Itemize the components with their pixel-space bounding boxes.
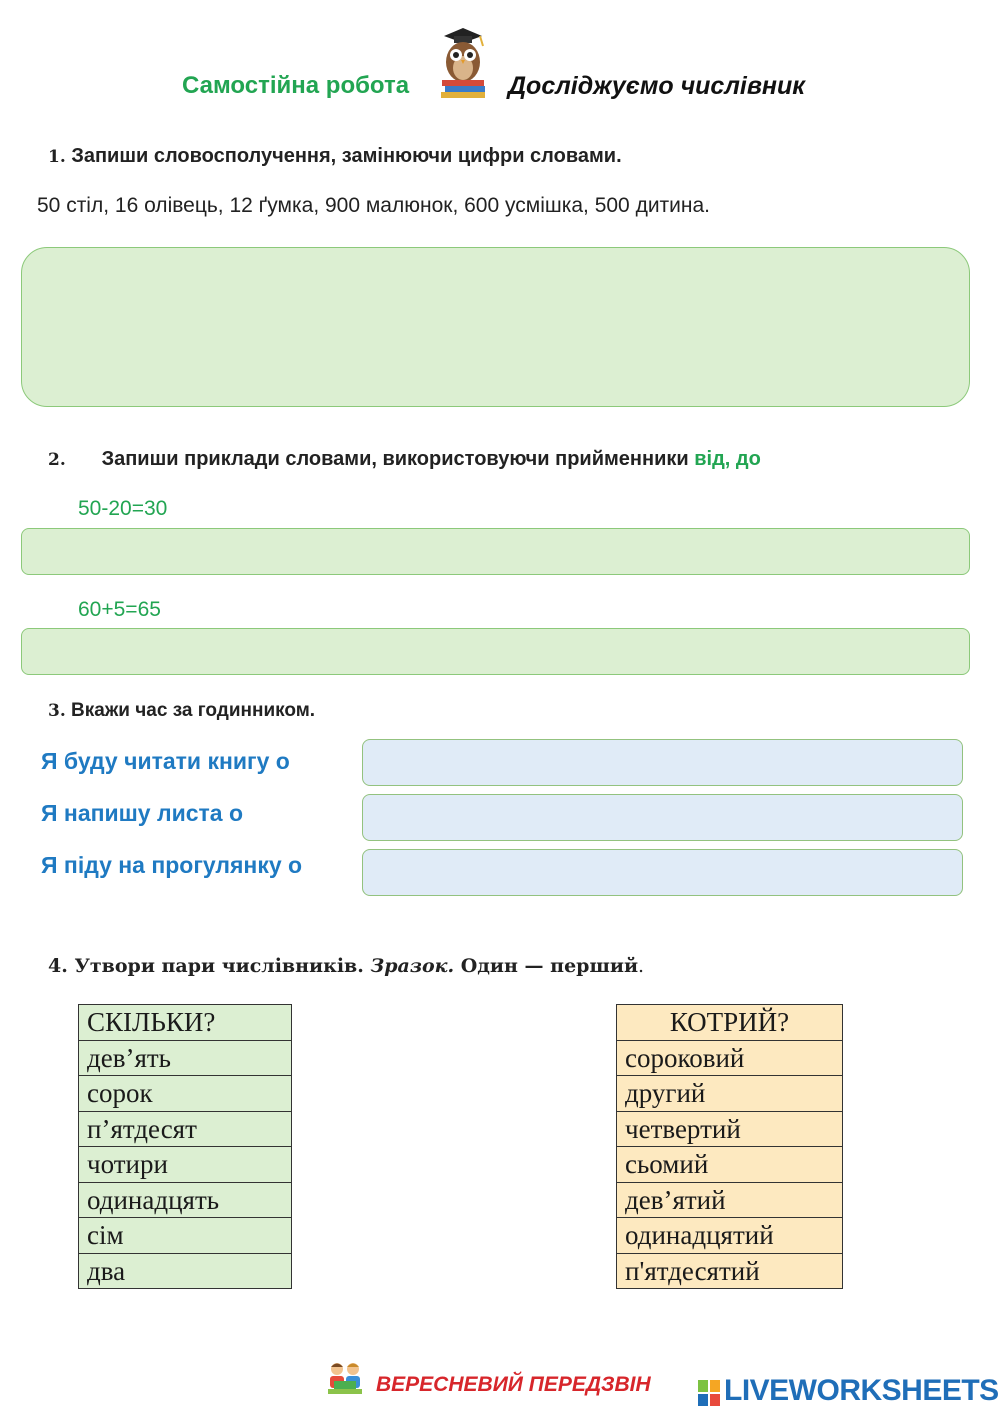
which-item[interactable]: сьомий — [617, 1147, 843, 1183]
task-1-text: Запиши словосполучення, замінюючи цифри словами. — [71, 145, 622, 167]
which-item[interactable]: дев’ятий — [617, 1182, 843, 1218]
task-3-number: 3. — [48, 701, 66, 721]
table-row — [79, 1182, 292, 1218]
how-many-item[interactable]: п’ятдесят — [79, 1111, 292, 1147]
how-many-item[interactable]: два — [79, 1253, 292, 1289]
liveworksheets-logo-icon — [698, 1380, 720, 1406]
table-row — [617, 1218, 843, 1254]
task-2-equation-1: 50-20=30 — [78, 497, 168, 520]
table-row — [79, 1253, 292, 1289]
task-3-label-2: Я напишу листа о — [41, 800, 244, 826]
task-2-text: Запиши приклади словами, використовуючи прийменники — [101, 448, 689, 470]
table-row — [79, 1147, 292, 1183]
task-3-label-3: Я піду на прогулянку о — [41, 852, 303, 878]
table-row — [79, 1005, 292, 1041]
which-header: КОТРИЙ? — [617, 1005, 843, 1041]
title-topic: Досліджуємо числівник — [508, 72, 805, 100]
task-3-answer-box-2[interactable] — [362, 794, 963, 841]
task-2-answer-box-1[interactable] — [21, 528, 970, 575]
series-title: ВЕРЕСНЕВИЙ ПЕРЕДЗВІН — [376, 1373, 651, 1396]
task-3-answer-box-3[interactable] — [362, 849, 963, 896]
how-many-header: СКІЛЬКИ? — [79, 1005, 292, 1041]
task-1-phrases: 50 стіл, 16 олівець, 12 ґумка, 900 малюнок, 600 усмішка, 500 дитина. — [37, 194, 711, 217]
which-item[interactable]: сороковий — [617, 1040, 843, 1076]
task-4-number: 4. — [48, 955, 68, 977]
task-4-instruction — [48, 955, 644, 977]
table-row — [617, 1147, 843, 1183]
table-row — [617, 1005, 843, 1041]
children-reading-icon — [326, 1361, 364, 1395]
how-many-item[interactable]: дев’ять — [79, 1040, 292, 1076]
how-many-item[interactable]: сім — [79, 1218, 292, 1254]
task-3-instruction — [48, 700, 315, 722]
which-item[interactable]: четвертий — [617, 1111, 843, 1147]
task-1-answer-box[interactable] — [21, 247, 970, 407]
task-2-answer-box-2[interactable] — [21, 628, 970, 675]
table-row — [617, 1076, 843, 1112]
task-4-sample: Один — перший — [460, 955, 639, 977]
owl-with-books-icon — [436, 24, 490, 100]
table-row — [617, 1253, 843, 1289]
task-2-number: 2. — [48, 450, 66, 470]
task-1-number: 1. — [48, 147, 66, 167]
table-row — [617, 1040, 843, 1076]
task-2-prepositions: від, до — [694, 448, 761, 470]
task-4-text: Утвори пари числівників. — [74, 955, 364, 977]
task-1-instruction — [48, 145, 622, 168]
task-4-end: . — [638, 955, 645, 977]
table-row — [79, 1111, 292, 1147]
how-many-item[interactable]: чотири — [79, 1147, 292, 1183]
task-2-equation-2: 60+5=65 — [78, 598, 161, 621]
table-row — [617, 1111, 843, 1147]
which-item[interactable]: одинадцятий — [617, 1218, 843, 1254]
title-independent-work: Самостійна робота — [182, 72, 410, 99]
brand-logo-text[interactable]: LIVEWORKSHEETS — [724, 1374, 999, 1407]
table-which — [616, 1004, 843, 1289]
table-row — [79, 1218, 292, 1254]
task-2-instruction — [48, 448, 761, 471]
table-row — [79, 1040, 292, 1076]
task-4-sample-label: Зразок. — [370, 955, 455, 977]
task-3-answer-box-1[interactable] — [362, 739, 963, 786]
table-row — [617, 1182, 843, 1218]
task-3-label-1: Я буду читати книгу о — [41, 748, 290, 774]
table-how-many — [78, 1004, 292, 1289]
task-3-text: Вкажи час за годинником. — [71, 700, 316, 721]
which-item[interactable]: другий — [617, 1076, 843, 1112]
which-item[interactable]: п'ятдесятий — [617, 1253, 843, 1289]
how-many-item[interactable]: сорок — [79, 1076, 292, 1112]
table-row — [79, 1076, 292, 1112]
how-many-item[interactable]: одинадцять — [79, 1182, 292, 1218]
